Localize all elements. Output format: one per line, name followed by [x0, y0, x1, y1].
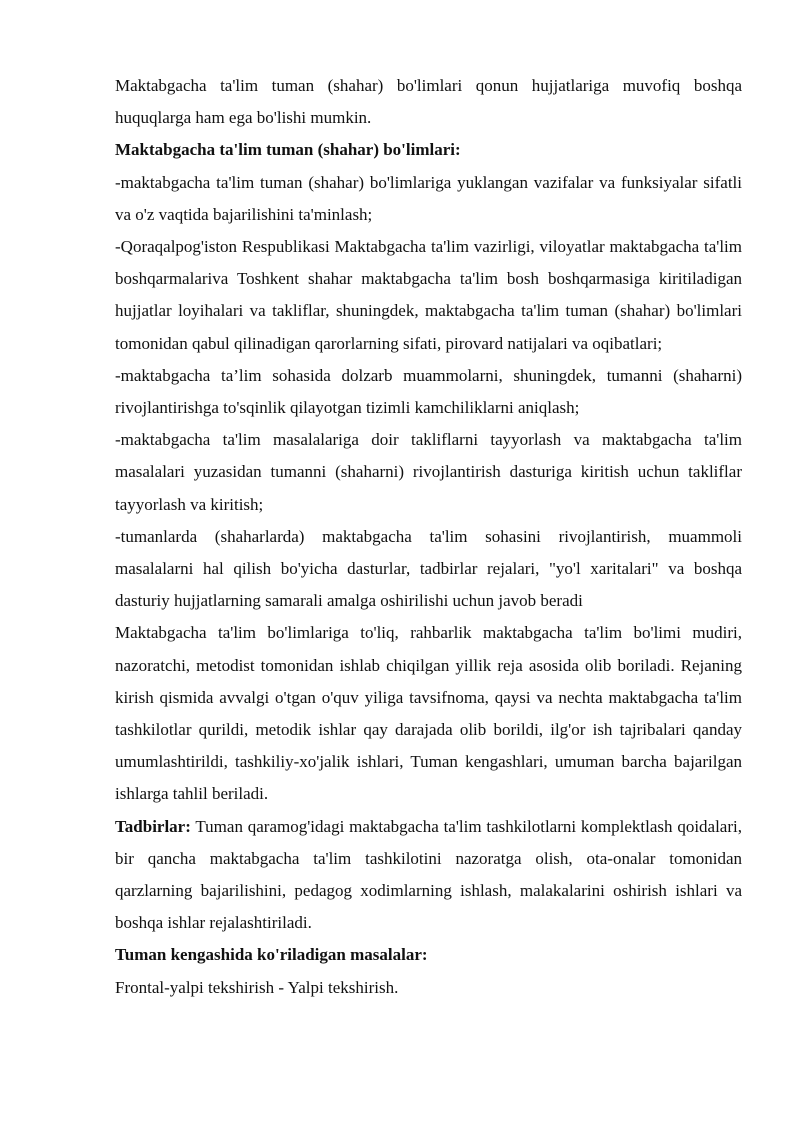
paragraph-management: Maktabgacha ta'lim bo'limlariga to'liq, rahbarlik maktabgacha ta'lim bo'limi mudiri, nazoratchi, metodist tomonidan ishlab chiqilgan yillik reja asosida olib boriladi. Rejaning kirish qismida avvalgi o'tgan o'quv yiliga tavsifnoma, qaysi va nechta maktabgacha ta'lim tashkilotlar qurildi, metodik ishlar qay darajada olib borildi, ilg'or ish tajribalari qanday umumlashtirildi, tashkiliy-xo'jalik ishlari, Tuman kengashlari, umuman barcha bajarilgan ishlarga tahlil beriladi. — [115, 623, 742, 804]
heading-council-issues: Tuman kengashida ko'riladigan masalalar: — [115, 945, 428, 965]
paragraph-task-4: -maktabgacha ta'lim masalalariga doir takliflarni tayyorlash va maktabgacha ta'lim masalalari yuzasidan tumanni (shaharni) rivojlantirish dasturiga kiritish uchun takliflar tayyorlash va kiritish; — [115, 430, 742, 514]
paragraph-task-3: -maktabgacha ta’lim sohasida dolzarb muammolarni, shuningdek, tumanni (shaharni) rivojlantirishga to'sqinlik qilayotgan tizimli kamchiliklarni aniqlash; — [115, 365, 742, 418]
paragraph-task-5: -tumanlarda (shaharlarda) maktabgacha ta'lim sohasini rivojlantirish, muammoli masalalarni hal qilish bo'yicha dasturlar, tadbirlar rejalari, "yo'l xaritalari" va boshqa dasturiy hujjatlarning samarali amalga oshirilishi uchun javob beradi — [115, 526, 742, 611]
document-page — [115, 70, 742, 1004]
heading-departments: Maktabgacha ta'lim tuman (shahar) bo'limlari: — [115, 140, 461, 160]
paragraph-task-2: -Qoraqalpog'iston Respublikasi Maktabgacha ta'lim vazirligi, viloyatlar maktabgacha ta'lim boshqarmalariva Toshkent shahar maktabgacha ta'lim bosh boshqarmasiga kiritiladigan hujjatlar loyihalari va takliflar, shuningdek, maktabgacha ta'lim tuman (shahar) bo'limlari tomonidan qabul qilinadigan qarorlarning sifati, pirovard natijalari va oqibatlari; — [115, 237, 742, 353]
paragraph-rights: Maktabgacha ta'lim tuman (shahar) bo'limlari qonun hujjatlariga muvofiq boshqa huquqlarga ham ega bo'lishi mumkin. — [115, 76, 742, 128]
events-lead-label: Tadbirlar: — [115, 816, 191, 836]
paragraph-frontal-check: Frontal-yalpi tekshirish - Yalpi tekshirish. — [115, 977, 399, 997]
events-text: Tuman qaramog'idagi maktabgacha ta'lim tashkilotlarni komplektlash qoidalari, bir qancha maktabgacha ta'lim tashkilotini nazoratga olish, ota-onalar tomonidan qarzlarning bajarilishini, pedagog xodimlarning ishlash, malakalarini oshirish ishlari va boshqa ishlar rejalashtiriladi. — [115, 816, 742, 933]
paragraph-task-1: -maktabgacha ta'lim tuman (shahar) bo'limlariga yuklangan vazifalar va funksiyalar sifatli va o'z vaqtida bajarilishini ta'minlash; — [115, 172, 742, 224]
paragraph-events — [115, 811, 742, 940]
